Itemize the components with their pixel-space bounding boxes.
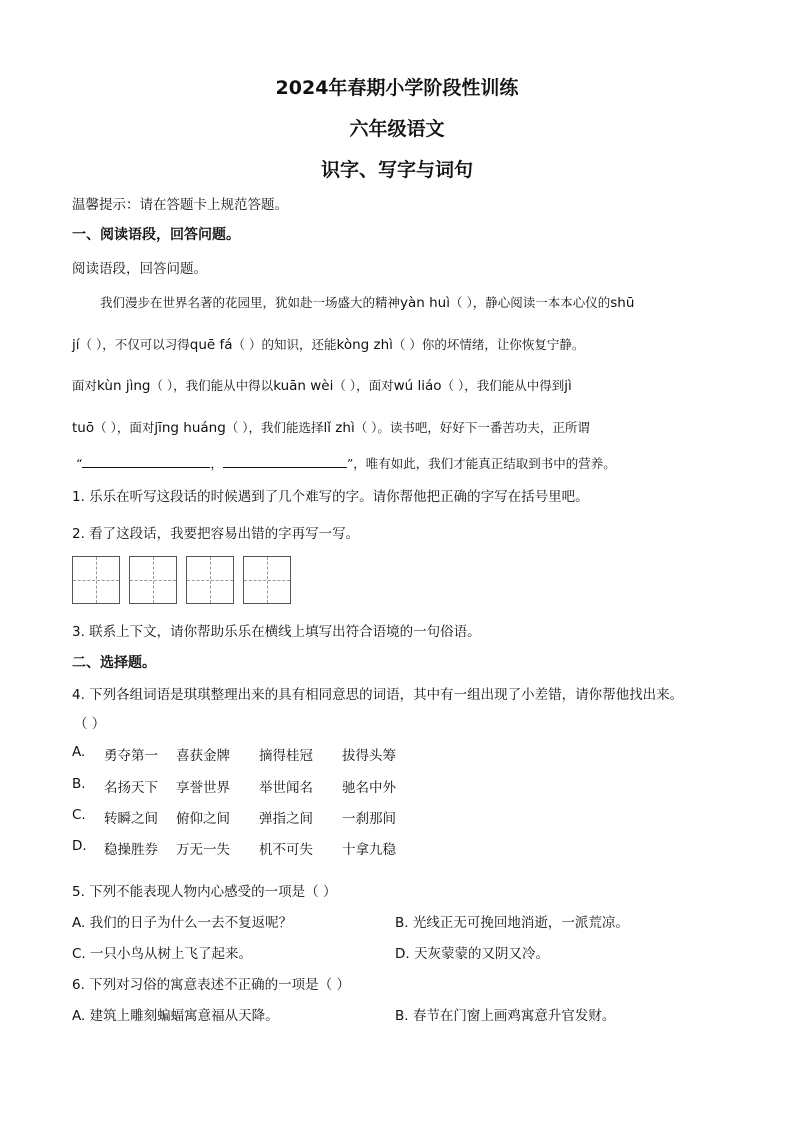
q4-option-label[interactable]: A. — [72, 744, 86, 760]
q4-option-word: 机不可失 — [259, 842, 313, 858]
passage-line-5: “ ， ”，唯有如此，我们才能真正结取到书中的营养。 — [76, 456, 616, 471]
proverb-blank-2[interactable] — [223, 455, 347, 468]
q4-option-label[interactable]: B. — [72, 776, 86, 792]
q6-option-b[interactable]: B. 春节在门窗上画鸡寓意升官发财。 — [395, 1008, 616, 1024]
question-6-stem: 6. 下列对习俗的寓意表述不正确的一项是（ ） — [72, 977, 350, 993]
passage-line-3: 面对kùn jìng（ ），我们能从中得以kuān wèi（ ），面对wú liáo（ ），我们能从中得到jì — [72, 378, 572, 394]
section-topic-title: 识字、写字与词句 — [320, 159, 473, 181]
question-4-answer-paren: （ ） — [74, 716, 106, 732]
q4-option-word: 一刹那间 — [342, 811, 396, 827]
question-4-stem: 4. 下列各组词语是琪琪整理出来的具有相同意思的词语，其中有一组出现了小差错，请你帮他找出来。 — [72, 687, 684, 703]
writing-cell[interactable] — [186, 556, 234, 604]
q4-option-word: 十拿九稳 — [342, 842, 396, 858]
q4-option-word: 拔得头筹 — [342, 748, 396, 764]
pinyin: jì — [564, 378, 572, 394]
pinyin: kòng zhì — [336, 337, 393, 353]
section1-heading: 一、阅读语段，回答问题。 — [72, 227, 240, 243]
q4-option-word: 转瞬之间 — [104, 811, 158, 827]
q4-option-word: 万无一失 — [176, 842, 230, 858]
pinyin: kuān wèi — [273, 378, 334, 394]
pinyin: quē fá — [189, 337, 233, 353]
q4-option-word: 名扬天下 — [104, 780, 158, 796]
q6-option-a[interactable]: A. 建筑上雕刻蝙蝠寓意福从天降。 — [72, 1008, 279, 1024]
passage-line-4: tuō（ ），面对jīng huáng（ ），我们能选择lǐ zhì（ ）。读书吧，好好下一番苦功夫，正所谓 — [72, 420, 590, 436]
pinyin: lǐ zhì — [323, 420, 355, 436]
pinyin: yàn huì — [400, 295, 450, 311]
q5-option-a[interactable]: A. 我们的日子为什么一去不复返呢？ — [72, 915, 293, 931]
grade-subject-title: 六年级语文 — [349, 118, 445, 140]
q4-option-word: 稳操胜券 — [104, 842, 158, 858]
passage-line-2: jí（ ），不仅可以习得quē fá（ ）的知识，还能kòng zhì（ ）你的坏情绪，让你恢复宁静。 — [72, 337, 585, 353]
q4-option-word: 举世闻名 — [259, 780, 313, 796]
q4-option-word: 弹指之间 — [259, 811, 313, 827]
q4-option-word: 勇夺第一 — [104, 748, 158, 764]
section1-instruction: 阅读语段，回答问题。 — [72, 261, 207, 277]
writing-grid — [72, 556, 291, 604]
pinyin: kùn jìng — [97, 378, 151, 394]
q4-option-label[interactable]: D. — [72, 838, 87, 854]
q4-option-word: 摘得桂冠 — [259, 748, 313, 764]
question-3: 3. 联系上下文，请你帮助乐乐在横线上填写出符合语境的一句俗语。 — [72, 624, 481, 640]
tip-text: 温馨提示：请在答题卡上规范答题。 — [72, 197, 288, 213]
q4-option-word: 享誉世界 — [176, 780, 230, 796]
q5-option-d[interactable]: D. 天灰蒙蒙的又阴又冷。 — [395, 946, 549, 962]
question-1: 1. 乐乐在听写这段话的时候遇到了几个难写的字。请你帮他把正确的字写在括号里吧。 — [72, 489, 589, 505]
writing-cell[interactable] — [129, 556, 177, 604]
proverb-blank-1[interactable] — [82, 455, 210, 468]
pinyin: shū — [610, 295, 635, 311]
question-2: 2. 看了这段话，我要把容易出错的字再写一写。 — [72, 526, 360, 542]
passage-line-1: 我们漫步在世界名著的花园里，犹如赴一场盛大的精神yàn huì（ ），静心阅读一本本心仪的shū — [100, 295, 635, 311]
q5-option-c[interactable]: C. 一只小鸟从树上飞了起来。 — [72, 946, 253, 962]
exam-title: 2024年春期小学阶段性训练 — [275, 77, 519, 99]
q4-option-word: 喜获金牌 — [176, 748, 230, 764]
writing-cell[interactable] — [243, 556, 291, 604]
writing-cell[interactable] — [72, 556, 120, 604]
q4-option-label[interactable]: C. — [72, 807, 86, 823]
pinyin: jí — [72, 337, 80, 353]
q4-option-word: 俯仰之间 — [176, 811, 230, 827]
q4-option-word: 驰名中外 — [342, 780, 396, 796]
pinyin: jīng huáng — [154, 420, 226, 436]
question-5-stem: 5. 下列不能表现人物内心感受的一项是（ ） — [72, 884, 337, 900]
q5-option-b[interactable]: B. 光线正无可挽回地消逝，一派荒凉。 — [395, 915, 629, 931]
pinyin: tuō — [72, 420, 95, 436]
pinyin: wú liáo — [393, 378, 442, 394]
section2-heading: 二、选择题。 — [72, 655, 156, 671]
